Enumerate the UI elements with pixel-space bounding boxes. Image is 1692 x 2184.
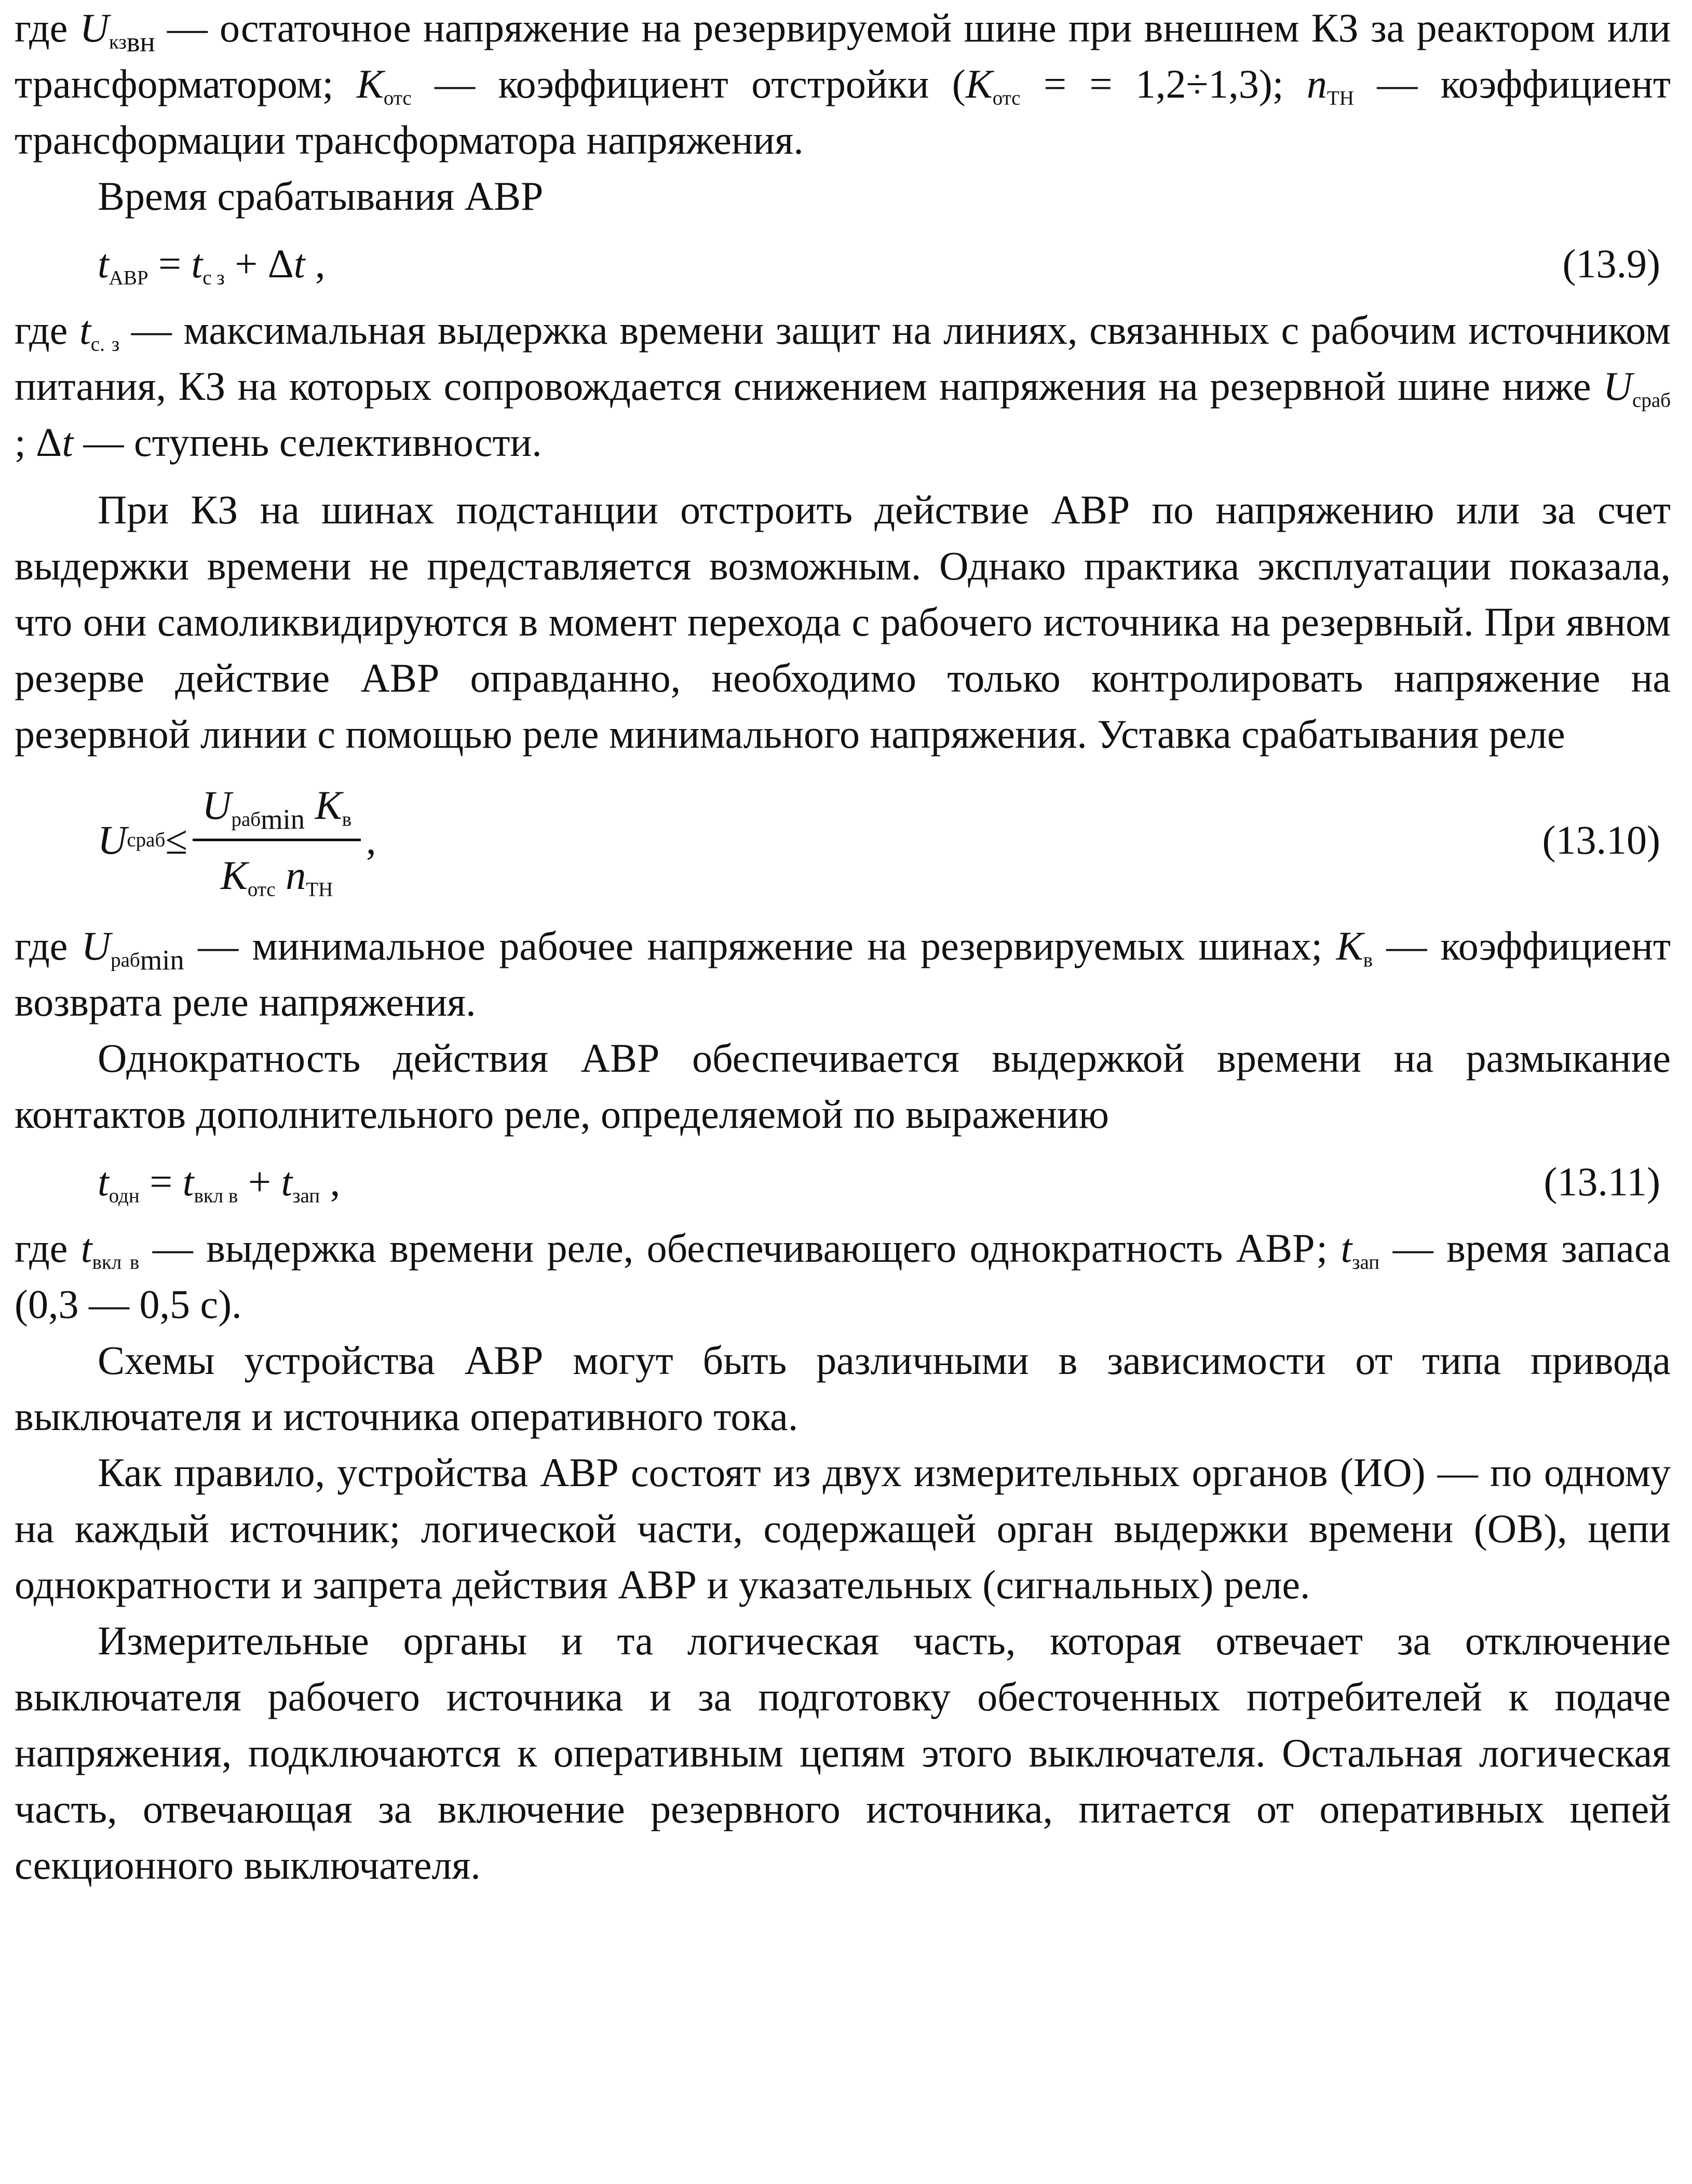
subscript: с. з bbox=[90, 333, 120, 356]
symbol-k: K bbox=[315, 782, 342, 828]
subscript: зап bbox=[292, 1184, 320, 1207]
subscript: кз bbox=[109, 31, 127, 53]
subscript: раб bbox=[231, 808, 261, 831]
fraction-denominator bbox=[211, 841, 342, 904]
subscript: с з bbox=[202, 266, 225, 289]
punctuation: , bbox=[305, 241, 326, 286]
operator: ≤ bbox=[165, 817, 188, 862]
operator: + bbox=[238, 1159, 281, 1204]
subscript-vn: вн bbox=[126, 26, 155, 58]
fraction bbox=[193, 777, 361, 904]
subscript: в bbox=[342, 808, 352, 831]
equation-number: (13.9) bbox=[1562, 241, 1660, 286]
subscript: отс bbox=[383, 87, 412, 110]
symbol-k: K bbox=[220, 852, 248, 898]
subscript: АВР bbox=[109, 266, 148, 289]
subscript: ТН bbox=[1326, 87, 1354, 110]
subscript: вкл в bbox=[92, 1251, 140, 1274]
document-page bbox=[15, 0, 1671, 2184]
subscript: раб bbox=[111, 949, 140, 972]
paragraph-avr-schemes: Схемы устройства АВР могут быть различными в зависимости от типа привода выключателя и источника оперативного тока. bbox=[15, 1338, 1671, 1439]
equation-body bbox=[98, 236, 326, 292]
paragraph-measuring-organs: Измерительные органы и та логическая часть, которая отвечает за отключение выключателя рабочего источника и за подготовку обесточенных потребителей к подаче напряжения, подключаются к оперативным цепям этого выключателя. Остальная логическая часть, отвечающая за включение резервного источника, питается от оперативных цепей секционного выключателя. bbox=[15, 1618, 1671, 1888]
symbol-t: t bbox=[79, 307, 91, 353]
subscript: ТН bbox=[306, 878, 333, 901]
symbol-t: t bbox=[80, 1225, 92, 1271]
text: где bbox=[15, 307, 80, 353]
subscript-min: min bbox=[261, 803, 305, 835]
symbol-u: U bbox=[98, 817, 127, 862]
equation-13-9 bbox=[15, 224, 1671, 302]
subscript: зап bbox=[1352, 1251, 1380, 1274]
subscript: вкл в bbox=[194, 1184, 238, 1207]
symbol-u: U bbox=[1603, 363, 1633, 409]
symbol-k: K bbox=[1336, 923, 1363, 968]
punctuation: , bbox=[366, 817, 376, 862]
symbol-t: t bbox=[98, 1159, 109, 1204]
paragraph-avr-structure: Как правило, устройства АВР состоят из двух измерительных органов (ИО) — по одному на каждый источник; логической части, содержащей орган выдержки времени (ОВ), цепи однократности и запрета действия АВР и указательных (сигнальных) реле. bbox=[15, 1450, 1671, 1607]
subscript: сраб bbox=[1632, 389, 1671, 412]
text: — коэффициент возврата реле напряжения. bbox=[15, 923, 1671, 1024]
symbol-t: t bbox=[293, 241, 305, 286]
text: — ступень селективности. bbox=[73, 420, 542, 465]
text: где bbox=[15, 5, 80, 50]
symbol-n: n bbox=[286, 852, 306, 898]
symbol-t: t bbox=[98, 241, 109, 286]
equation-body bbox=[98, 1154, 340, 1210]
subscript: отс bbox=[992, 87, 1021, 110]
text: = = 1,2÷1,3); bbox=[1020, 61, 1307, 106]
text: где bbox=[15, 1225, 81, 1271]
equation-body: U сраб ≤ $\frac{U_{рабmin} K_в}{K_{отс} n_{ТН}}$ , bbox=[98, 762, 376, 918]
symbol-t: t bbox=[281, 1159, 293, 1204]
symbol-t: t bbox=[182, 1159, 194, 1204]
symbol-t: t bbox=[191, 241, 203, 286]
equation-13-10 bbox=[15, 762, 1671, 918]
subscript: в bbox=[1363, 949, 1373, 972]
text: — максимальная выдержка времени защит на линиях, связанных с рабочим источником питания, КЗ на которых сопровождается снижением напряжения на резервной шине ниже bbox=[15, 307, 1671, 409]
symbol-u: U bbox=[79, 5, 109, 50]
symbol-k: K bbox=[356, 61, 384, 106]
symbol-n: n bbox=[1306, 61, 1327, 106]
equation-number: (13.11) bbox=[1544, 1159, 1660, 1204]
subscript: одн bbox=[109, 1184, 140, 1207]
paragraph-tsz-definition bbox=[15, 302, 1671, 470]
paragraph-urab-definition bbox=[15, 918, 1671, 1030]
symbol-u: U bbox=[81, 923, 111, 968]
symbol-t: t bbox=[62, 420, 74, 465]
symbol-k: K bbox=[965, 61, 993, 106]
operator: = bbox=[148, 241, 192, 286]
text: — выдержка времени реле, обеспечивающего однократность АВР; bbox=[139, 1225, 1341, 1271]
text: где bbox=[15, 923, 82, 968]
text: — минимальное рабочее напряжение на резервируемых шинах; bbox=[184, 923, 1336, 968]
equation-13-11 bbox=[15, 1142, 1671, 1220]
text: — остаточное напряжение на резервируемой шине при внешнем КЗ за реактором или трансформатором; bbox=[15, 5, 1671, 106]
text: — время запаса (0,3 — 0,5 с). bbox=[15, 1225, 1671, 1327]
text: — коэффициент трансформации трансформатора напряжения. bbox=[15, 61, 1671, 163]
operator: = bbox=[139, 1159, 183, 1204]
subscript-min: min bbox=[140, 944, 184, 976]
paragraph-kz-definitions bbox=[15, 0, 1671, 168]
symbol-u: U bbox=[202, 782, 232, 828]
punctuation: , bbox=[320, 1159, 341, 1204]
equation-number: (13.10) bbox=[1542, 817, 1660, 862]
fraction-numerator bbox=[193, 777, 361, 841]
subscript: отс bbox=[247, 878, 276, 901]
paragraph-avr-time-heading: Время срабатывания АВР bbox=[98, 173, 544, 219]
text: ; Δ bbox=[15, 420, 62, 465]
operator: + Δ bbox=[224, 241, 294, 286]
text: — коэффициент отстройки ( bbox=[411, 61, 966, 106]
symbol-t: t bbox=[1341, 1225, 1352, 1271]
paragraph-tvkl-definition bbox=[15, 1220, 1671, 1332]
paragraph-bus-fault: При КЗ на шинах подстанции отстроить действие АВР по напряжению или за счет выдержки времени не представляется возможным. Однако практика эксплуатации показала, что они самоликвидируются в момент перехода с рабочего источника на резервный. При явном резерве действие АВР оправданно, необходимо только контролировать напряжение на резервной линии с помощью реле минимального напряжения. Уставка срабатывания реле bbox=[15, 487, 1671, 757]
paragraph-single-action: Однократность действия АВР обеспечивается выдержкой времени на размыкание контактов дополнительного реле, определяемой по выражению bbox=[15, 1035, 1671, 1137]
